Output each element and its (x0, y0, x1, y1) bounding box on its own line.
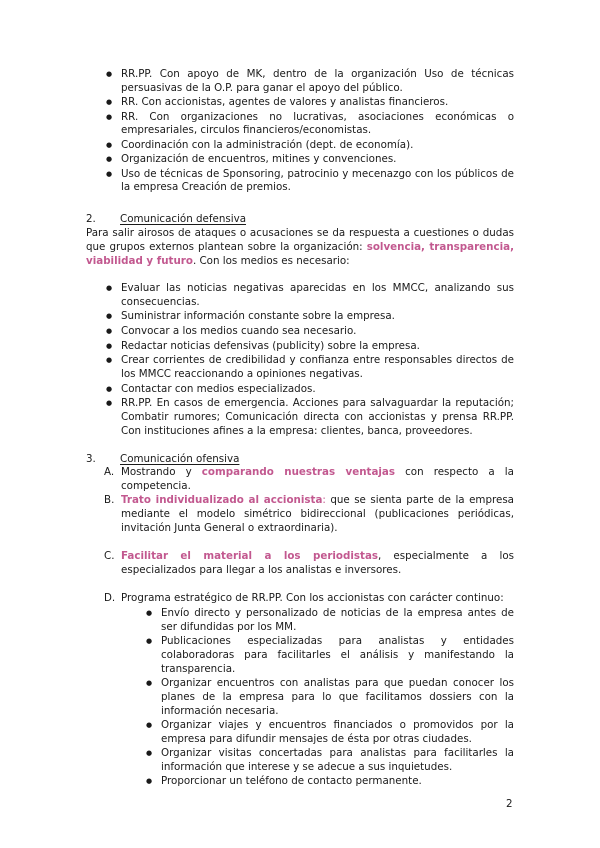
item-text: que se sienta parte de la empresa mediante el modelo simétrico bidireccional (publicaciones periódicas, invitación Junta General o extraordinaria). (121, 494, 514, 534)
list-item: ● RR.PP. En casos de emergencia. Acciones para salvaguardar la reputación; Combatir rumores; Comunicación directa con accionistas y prensa RR.PP. Con instituciones afines a la empresa: clientes, banca, proveedores. (121, 397, 514, 438)
item-text: con respecto a la competencia. (121, 466, 514, 492)
list-item: ● Convocar a los medios cuando sea necesario. (121, 325, 514, 339)
item-letter: C. (104, 550, 115, 562)
bullet-list-top (121, 68, 514, 196)
item-letter: D. (104, 592, 116, 604)
section-number: 2. (86, 213, 96, 225)
page-number: 2 (506, 798, 513, 810)
section-heading-ofensiva (86, 453, 239, 467)
defensiva-paragraph (86, 227, 514, 268)
item-text: , especialmente a los especializados para llegar a los analistas e inversores. (121, 550, 514, 576)
list-item: ● Contactar con medios especializados. (121, 383, 514, 397)
list-item: ● Uso de técnicas de Sponsoring, patrocinio y mecenazgo con los públicos de la empresa Creación de premios. (121, 168, 514, 196)
alpha-item-d (86, 592, 514, 606)
section-number: 3. (86, 453, 96, 465)
list-item: ● Redactar noticias defensivas (publicity) sobre la empresa. (121, 340, 514, 354)
item-letter: A. (104, 466, 115, 478)
list-item: ● Proporcionar un teléfono de contacto permanente. (161, 775, 514, 789)
section-title: Comunicación ofensiva (120, 453, 240, 465)
item-text: Mostrando y (121, 466, 202, 478)
list-item: ● RR.PP. Con apoyo de MK, dentro de la organización Uso de técnicas persuasivas de la O.P. para ganar el apoyo del público. (121, 68, 514, 96)
alpha-item-b (86, 494, 514, 535)
highlighted-text: solvencia, transparencia, viabilidad y futuro (86, 240, 514, 267)
section-title: Comunicación defensiva (120, 213, 247, 225)
paragraph-text: . Con los medios es necesario: (192, 254, 350, 267)
list-item: ● Evaluar las noticias negativas aparecidas en los MMCC, analizando sus consecuencias. (121, 282, 514, 310)
list-item: ● Publicaciones especializadas para analistas y entidades colaboradoras para facilitarles el análisis y manifestando la transparencia. (161, 635, 514, 676)
paragraph-text: Para salir airosos de ataques o acusaciones se da respuesta a cuestiones o dudas que grupos externos plantean sobre la organización: (86, 227, 514, 253)
item-letter: B. (104, 494, 115, 506)
list-item: ● Organizar visitas concertadas para analistas para facilitarles la información que interese y se adecue a sus inquietudes. (161, 747, 514, 775)
bullet-list-defensiva (121, 282, 514, 439)
list-item: ● Organización de encuentros, mitines y convenciones. (121, 153, 514, 167)
alpha-item-a (86, 466, 514, 494)
list-item: ● Crear corrientes de credibilidad y confianza entre responsables directos de los MMCC reaccionando a opiniones negativas. (121, 354, 514, 382)
list-item: ● Coordinación con la administración (dept. de economía). (121, 139, 514, 153)
list-item: ● Suministrar información constante sobre la empresa. (121, 310, 514, 324)
highlighted-text: comparando nuestras ventajas (201, 466, 396, 478)
list-item: ● Organizar viajes y encuentros financiados o promovidos por la empresa para difundir mensajes de ésta por otras ciudades. (161, 719, 514, 747)
section-heading-defensiva (86, 213, 246, 227)
bullet-list-programa (161, 607, 514, 789)
highlighted-text: Trato individualizado al accionista (121, 494, 323, 506)
highlighted-text: Facilitar el material a los periodistas (121, 550, 379, 562)
list-item: ● Organizar encuentros con analistas para que puedan conocer los planes de la empresa para lo que facilitamos dossiers con la información necesaria. (161, 677, 514, 718)
alpha-item-c (86, 550, 514, 578)
list-item: ● Envío directo y personalizado de noticias de la empresa antes de ser difundidas por los MM. (161, 607, 514, 635)
item-text: Programa estratégico de RR.PP. Con los accionistas con carácter continuo: (121, 592, 504, 604)
list-item: ● RR. Con organizaciones no lucrativas, asociaciones económicas o empresariales, circulos financieros/economistas. (121, 111, 514, 139)
highlight-colon: : (322, 494, 326, 506)
list-item: ● RR. Con accionistas, agentes de valores y analistas financieros. (121, 96, 514, 110)
